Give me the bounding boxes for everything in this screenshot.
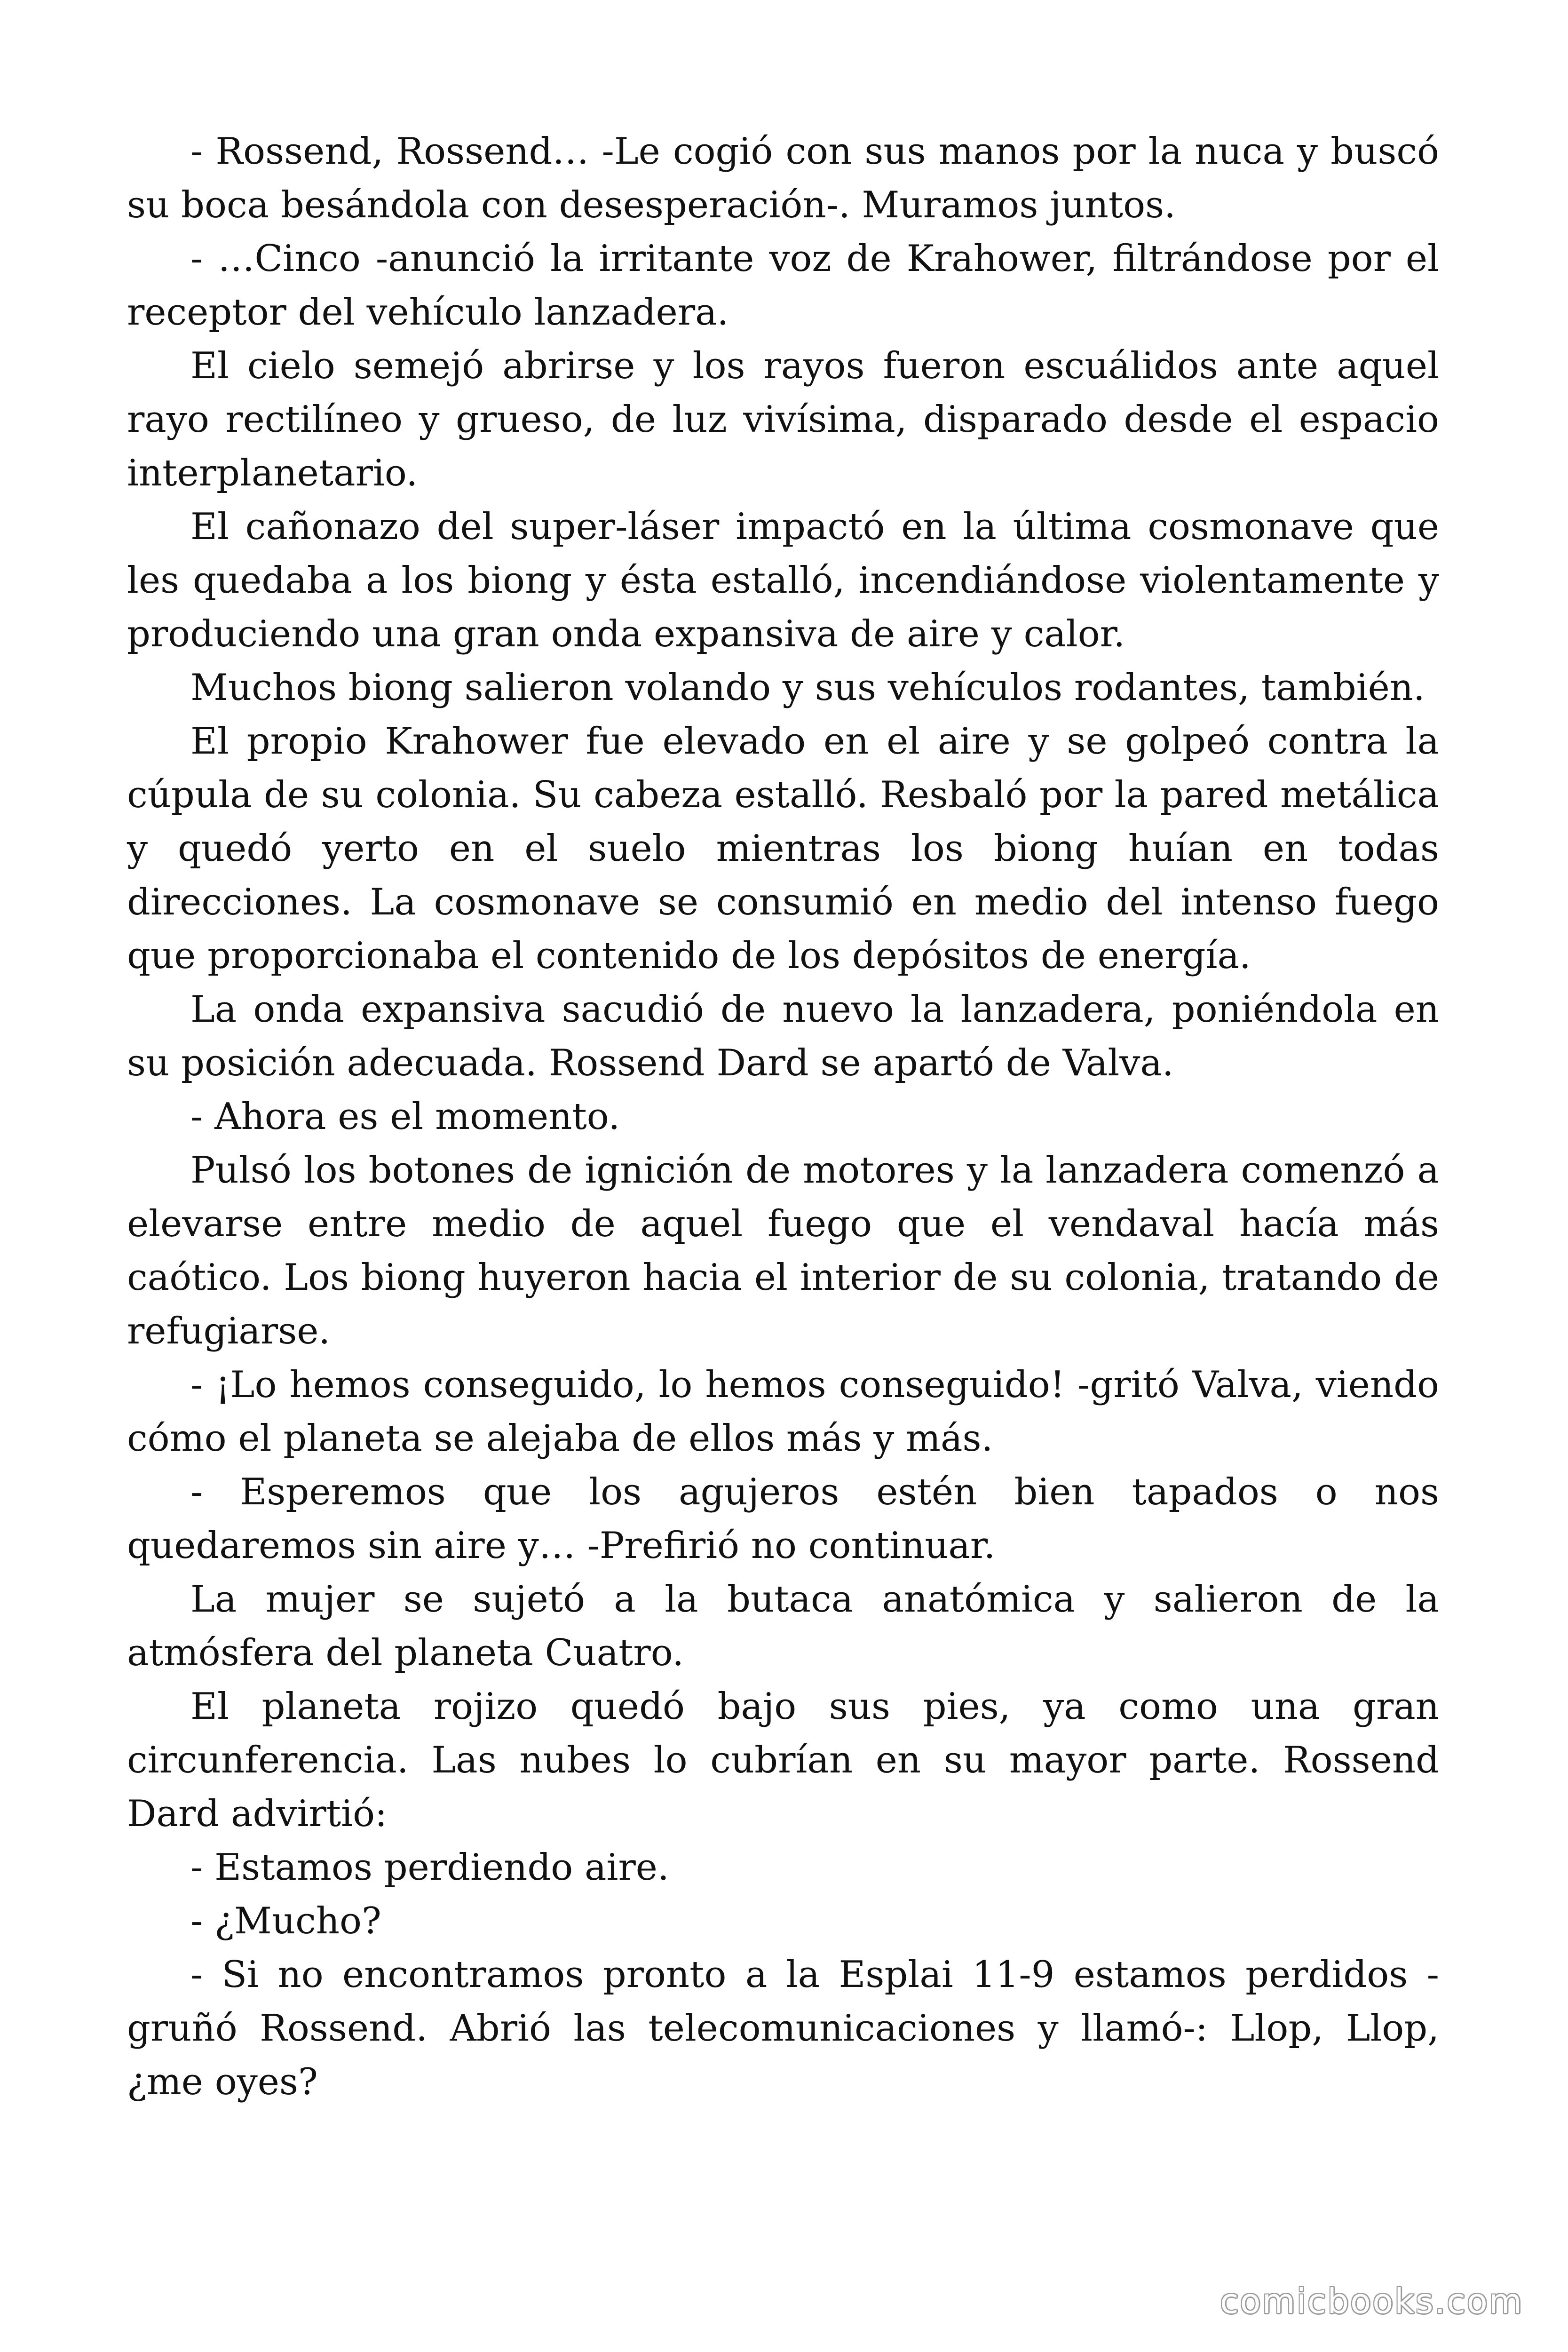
paragraph: Muchos biong salieron volando y sus vehículos rodantes, también. (190, 667, 1425, 709)
paragraph: El planeta rojizo quedó bajo sus pies, ya como una gran circunferencia. Las nubes lo cubrían en su mayor parte. Rossend Dard advirtió: (127, 1685, 1439, 1835)
paragraph: La onda expansiva sacudió de nuevo la lanzadera, poniéndola en su posición adecuada. Rossend Dard se apartó de Valva. (127, 988, 1439, 1084)
paragraph: - Rossend, Rossend… -Le cogió con sus manos por la nuca y buscó su boca besándola con desesperación-. Muramos juntos. (127, 130, 1439, 226)
paragraph: El propio Krahower fue elevado en el aire y se golpeó contra la cúpula de su colonia. Su cabeza estalló. Resbaló por la pared metálica y quedó yerto en el suelo mientras los biong huían en todas direcciones. La cosmonave se consumió en medio del intenso fuego que proporcionaba el contenido de los depósitos de energía. (127, 720, 1439, 977)
paragraph: - …Cinco -anunció la irritante voz de Krahower, filtrándose por el receptor del vehículo lanzadera. (127, 238, 1439, 334)
paragraph: - Estamos perdiendo aire. (190, 1846, 669, 1889)
paragraph: - ¡Lo hemos conseguido, lo hemos conseguido! -gritó Valva, viendo cómo el planeta se alejaba de ellos más y más. (127, 1364, 1439, 1460)
paragraph: - ¿Mucho? (190, 1900, 381, 1942)
paragraph: - Esperemos que los agujeros estén bien tapados o nos quedaremos sin aire y… -Prefirió no continuar. (127, 1471, 1439, 1567)
paragraph: El cielo semejó abrirse y los rayos fueron escuálidos ante aquel rayo rectilíneo y grueso, de luz vivísima, disparado desde el espacio interplanetario. (127, 345, 1439, 494)
paragraph: Pulsó los botones de ignición de motores y la lanzadera comenzó a elevarse entre medio de aquel fuego que el vendaval hacía más caótico. Los biong huyeron hacia el interior de su colonia, tratando de refugiarse. (127, 1149, 1439, 1352)
watermark: comicbooks.com (1220, 2281, 1523, 2321)
body-text (127, 125, 1439, 2109)
paragraph: - Si no encontramos pronto a la Esplai 11-9 estamos perdidos -gruñó Rossend. Abrió las telecomunicaciones y llamó-: Llop, Llop, ¿me oyes? (127, 1954, 1439, 2103)
paragraph: - Ahora es el momento. (190, 1096, 620, 1138)
paragraph: El cañonazo del super-láser impactó en la última cosmonave que les quedaba a los biong y ésta estalló, incendiándose violentamente y produciendo una gran onda expansiva de aire y calor. (127, 506, 1439, 655)
paragraph: La mujer se sujetó a la butaca anatómica y salieron de la atmósfera del planeta Cuatro. (127, 1578, 1439, 1674)
